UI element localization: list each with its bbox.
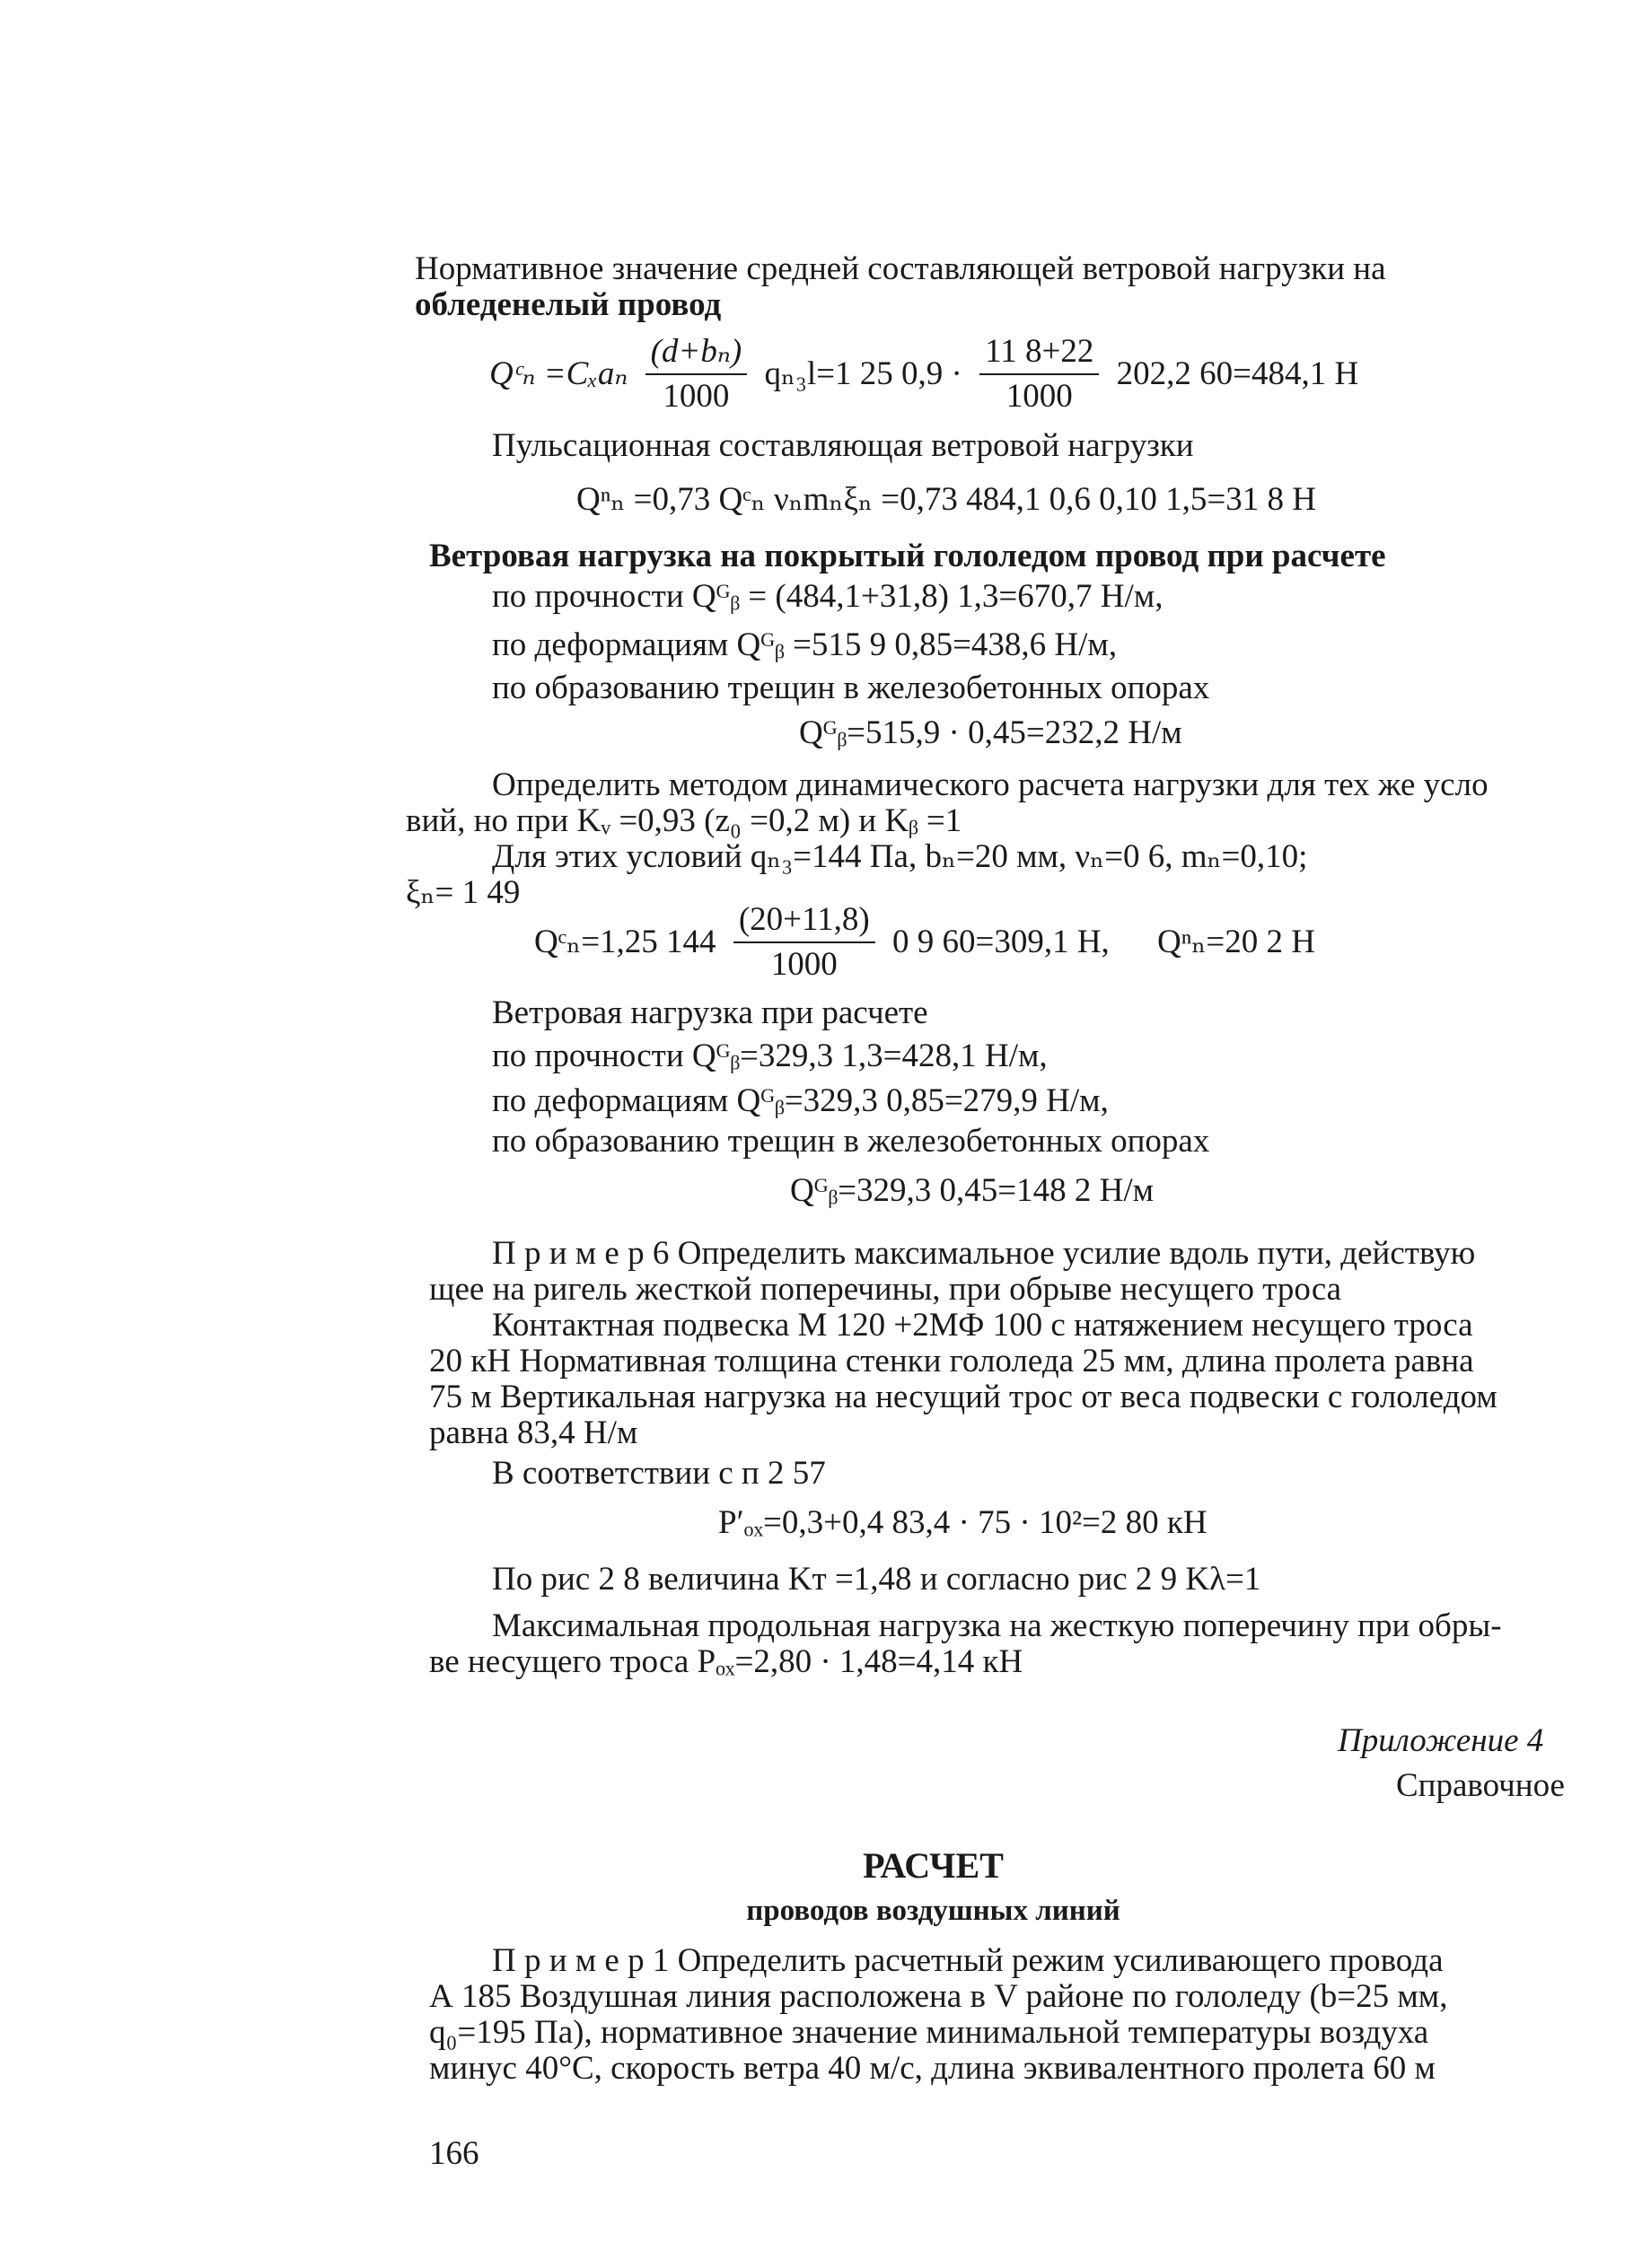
formula-middle: 0 9 60=309,1 Н, bbox=[891, 924, 1110, 961]
paragraph-line: 20 кН Нормативная толщина стенки гололеда 25 мм, длина пролета равна bbox=[429, 1343, 1474, 1379]
paragraph-line: ξₙ= 1 49 bbox=[406, 874, 521, 911]
paragraph-line: равна 83,4 Н/м bbox=[429, 1414, 638, 1451]
fraction-numerator: (d+bₙ) bbox=[645, 332, 748, 375]
paragraph-line: Максимальная продольная нагрузка на жесткую поперечину при обры- bbox=[492, 1607, 1502, 1644]
paragraph-line: В соответствии с п 2 57 bbox=[492, 1455, 826, 1492]
section-heading: РАСЧЕТ bbox=[863, 1845, 1004, 1886]
paragraph-line: по прочности Qᴳᵦ=329,3 1,3=428,1 Н/м, bbox=[492, 1038, 1048, 1074]
paragraph-line: Контактная подвеска М 120 +2МФ 100 с натяжением несущего троса bbox=[492, 1307, 1473, 1344]
paragraph-line: Пульсационная составляющая ветровой нагрузки bbox=[492, 427, 1194, 464]
paragraph-line: Определить методом динамического расчета нагрузки для тех же усло bbox=[492, 766, 1489, 803]
paragraph-line: по образованию трещин в железобетонных опорах bbox=[492, 1123, 1210, 1160]
formula-line: Qᴳᵦ=515,9 · 0,45=232,2 Н/м bbox=[799, 714, 1182, 751]
reference-label: Справочное bbox=[1396, 1767, 1565, 1804]
paragraph-line: q₀=195 Па), нормативное значение минимальной температуры воздуха bbox=[429, 2014, 1429, 2051]
paragraph-line: Ветровая нагрузка при расчете bbox=[492, 994, 928, 1031]
section-subheading: проводов воздушных линий bbox=[746, 1895, 1120, 1927]
formula-rhs: Qⁿₙ=20 2 Н bbox=[1157, 924, 1316, 961]
paragraph-line: Нормативное значение средней составляющей ветровой нагрузки на bbox=[415, 250, 1386, 287]
formula-rhs: 202,2 60=484,1 Н bbox=[1116, 355, 1359, 393]
formula-lhs: Qᶜₙ =Cₓaₙ bbox=[489, 355, 628, 393]
paragraph-line: минус 40°С, скорость ветра 40 м/с, длина эквивалентного пролета 60 м bbox=[429, 2050, 1436, 2087]
page-number: 166 bbox=[429, 2135, 479, 2172]
paragraph-line: вий, но при Kᵥ =0,93 (z₀ =0,2 м) и Kᵦ =1 bbox=[406, 802, 962, 839]
formula-line: Qᴳᵦ=329,3 0,45=148 2 Н/м bbox=[790, 1172, 1155, 1209]
paragraph-line: по образованию трещин в железобетонных опорах bbox=[492, 670, 1210, 706]
paragraph-line: ве несущего троса Pₒₓ=2,80 · 1,48=4,14 кН bbox=[429, 1643, 1023, 1680]
formula-pulsation: Qⁿₙ =0,73 Qᶜₙ νₙmₙξₙ =0,73 484,1 0,6 0,10 1,5=31 8 Н bbox=[576, 481, 1316, 518]
paragraph-line: По рис 2 8 величина Kт =1,48 и согласно рис 2 9 Kλ=1 bbox=[492, 1561, 1261, 1598]
formula-middle: qₙ₃l=1 25 0,9 · bbox=[764, 355, 962, 393]
fraction-numerator: 11 8+22 bbox=[979, 332, 1099, 375]
fraction bbox=[979, 332, 1099, 417]
formula-line: P′ₒₓ=0,3+0,4 83,4 · 75 · 10²=2 80 кН bbox=[718, 1504, 1208, 1541]
paragraph-line: по прочности Qᴳᵦ = (484,1+31,8) 1,3=670,7 Н/м, bbox=[492, 578, 1164, 615]
paragraph-line: А 185 Воздушная линия расположена в V районе по гололеду (b=25 мм, bbox=[429, 1978, 1448, 2015]
fraction-denominator: 1000 bbox=[770, 946, 838, 984]
formula-lhs: Qᶜₙ=1,25 144 bbox=[534, 924, 716, 961]
fraction bbox=[733, 900, 875, 985]
paragraph-line: щее на ригель жесткой поперечины, при обрыве несущего троса bbox=[429, 1271, 1342, 1308]
fraction-numerator: (20+11,8) bbox=[733, 900, 875, 943]
fraction-denominator: 1000 bbox=[663, 378, 730, 416]
formula-mean-wind-load bbox=[489, 332, 1358, 417]
paragraph-line: по деформациям Qᴳᵦ=329,3 0,85=279,9 Н/м, bbox=[492, 1082, 1109, 1119]
formula-dynamic-load bbox=[534, 900, 1315, 985]
fraction bbox=[645, 332, 748, 417]
paragraph-line: П р и м е р 1 Определить расчетный режим усиливающего провода bbox=[492, 1942, 1444, 1979]
paragraph-line: по деформациям Qᴳᵦ =515 9 0,85=438,6 Н/м, bbox=[492, 626, 1118, 663]
fraction-denominator: 1000 bbox=[1006, 378, 1073, 416]
paragraph-line: Для этих условий qₙ₃=144 Па, bₙ=20 мм, νₙ=0 6, mₙ=0,10; bbox=[492, 838, 1308, 875]
appendix-label: Приложение 4 bbox=[1338, 1722, 1544, 1759]
paragraph-line: П р и м е р 6 Определить максимальное усилие вдоль пути, действую bbox=[492, 1235, 1476, 1272]
paragraph-line: обледенелый провод bbox=[415, 286, 722, 323]
paragraph-line: Ветровая нагрузка на покрытый гололедом провод при расчете bbox=[429, 538, 1386, 574]
paragraph-line: 75 м Вертикальная нагрузка на несущий трос от веса подвески с гололедом bbox=[429, 1379, 1497, 1415]
